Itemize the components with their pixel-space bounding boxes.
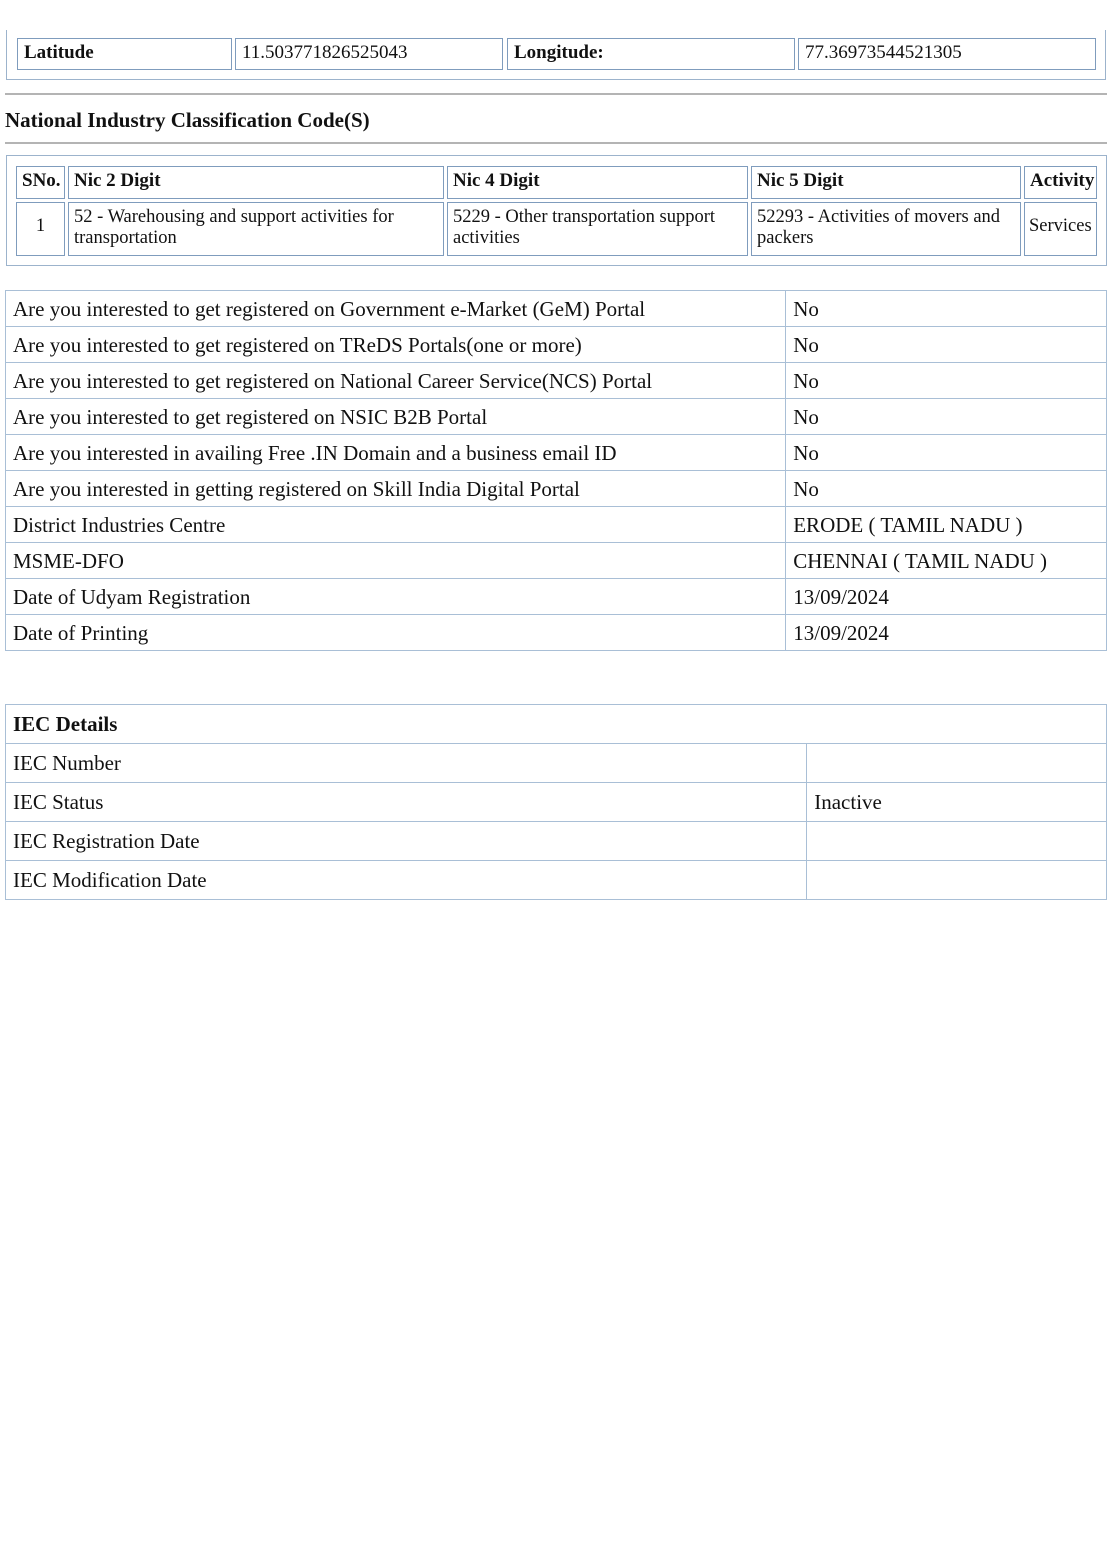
row-value: 13/09/2024 bbox=[786, 615, 1107, 651]
nic-cell-2digit: 52 - Warehousing and support activities for transportation bbox=[68, 202, 444, 256]
table-row bbox=[6, 507, 1107, 543]
row-label: Are you interested to get registered on TReDS Portals(one or more) bbox=[6, 327, 786, 363]
row-value: Inactive bbox=[807, 783, 1107, 822]
row-label: Are you interested in getting registered on Skill India Digital Portal bbox=[6, 471, 786, 507]
registration-info-table bbox=[5, 290, 1107, 651]
table-row bbox=[6, 435, 1107, 471]
iec-details-table bbox=[5, 704, 1107, 900]
row-value bbox=[807, 822, 1107, 861]
table-row bbox=[6, 399, 1107, 435]
nic-header-activity: Activity bbox=[1024, 166, 1097, 199]
geo-coordinates-panel bbox=[6, 30, 1106, 80]
row-value: No bbox=[786, 327, 1107, 363]
row-value: No bbox=[786, 471, 1107, 507]
row-label: Are you interested to get registered on NSIC B2B Portal bbox=[6, 399, 786, 435]
row-value bbox=[807, 861, 1107, 900]
table-row bbox=[6, 744, 1107, 783]
table-row bbox=[6, 471, 1107, 507]
row-label: Date of Printing bbox=[6, 615, 786, 651]
iec-section-title: IEC Details bbox=[6, 705, 1107, 744]
longitude-label: Longitude: bbox=[507, 38, 795, 70]
table-row bbox=[6, 783, 1107, 822]
row-label: District Industries Centre bbox=[6, 507, 786, 543]
row-label: Are you interested to get registered on Government e-Market (GeM) Portal bbox=[6, 291, 786, 327]
table-row bbox=[6, 615, 1107, 651]
nic-cell-5digit: 52293 - Activities of movers and packers bbox=[751, 202, 1021, 256]
row-value: CHENNAI ( TAMIL NADU ) bbox=[786, 543, 1107, 579]
row-value: No bbox=[786, 291, 1107, 327]
nic-cell-4digit: 5229 - Other transportation support activities bbox=[447, 202, 748, 256]
row-label: IEC Status bbox=[6, 783, 807, 822]
row-value: 13/09/2024 bbox=[786, 579, 1107, 615]
table-row bbox=[6, 363, 1107, 399]
nic-header-5digit: Nic 5 Digit bbox=[751, 166, 1021, 199]
nic-header-sno: SNo. bbox=[16, 166, 65, 199]
table-row bbox=[6, 861, 1107, 900]
divider-top bbox=[5, 93, 1107, 95]
divider-nic bbox=[5, 142, 1107, 144]
nic-cell-activity: Services bbox=[1024, 202, 1097, 256]
row-value: No bbox=[786, 363, 1107, 399]
iec-header-row bbox=[6, 705, 1107, 744]
row-label: IEC Number bbox=[6, 744, 807, 783]
table-row bbox=[6, 579, 1107, 615]
table-row bbox=[6, 543, 1107, 579]
longitude-value: 77.36973544521305 bbox=[798, 38, 1096, 70]
row-label: IEC Registration Date bbox=[6, 822, 807, 861]
nic-section-title: National Industry Classification Code(S) bbox=[5, 108, 370, 132]
row-label: Are you interested to get registered on National Career Service(NCS) Portal bbox=[6, 363, 786, 399]
latitude-value: 11.503771826525043 bbox=[235, 38, 503, 70]
row-value bbox=[807, 744, 1107, 783]
row-label: Are you interested in availing Free .IN Domain and a business email ID bbox=[6, 435, 786, 471]
row-value: ERODE ( TAMIL NADU ) bbox=[786, 507, 1107, 543]
nic-cell-sno: 1 bbox=[16, 202, 65, 256]
nic-header-4digit: Nic 4 Digit bbox=[447, 166, 748, 199]
nic-table bbox=[6, 155, 1107, 266]
row-value: No bbox=[786, 399, 1107, 435]
table-row bbox=[6, 822, 1107, 861]
table-row bbox=[6, 291, 1107, 327]
row-value: No bbox=[786, 435, 1107, 471]
nic-header-2digit: Nic 2 Digit bbox=[68, 166, 444, 199]
row-label: IEC Modification Date bbox=[6, 861, 807, 900]
row-label: Date of Udyam Registration bbox=[6, 579, 786, 615]
row-label: MSME-DFO bbox=[6, 543, 786, 579]
latitude-label: Latitude bbox=[17, 38, 232, 70]
table-row bbox=[6, 327, 1107, 363]
